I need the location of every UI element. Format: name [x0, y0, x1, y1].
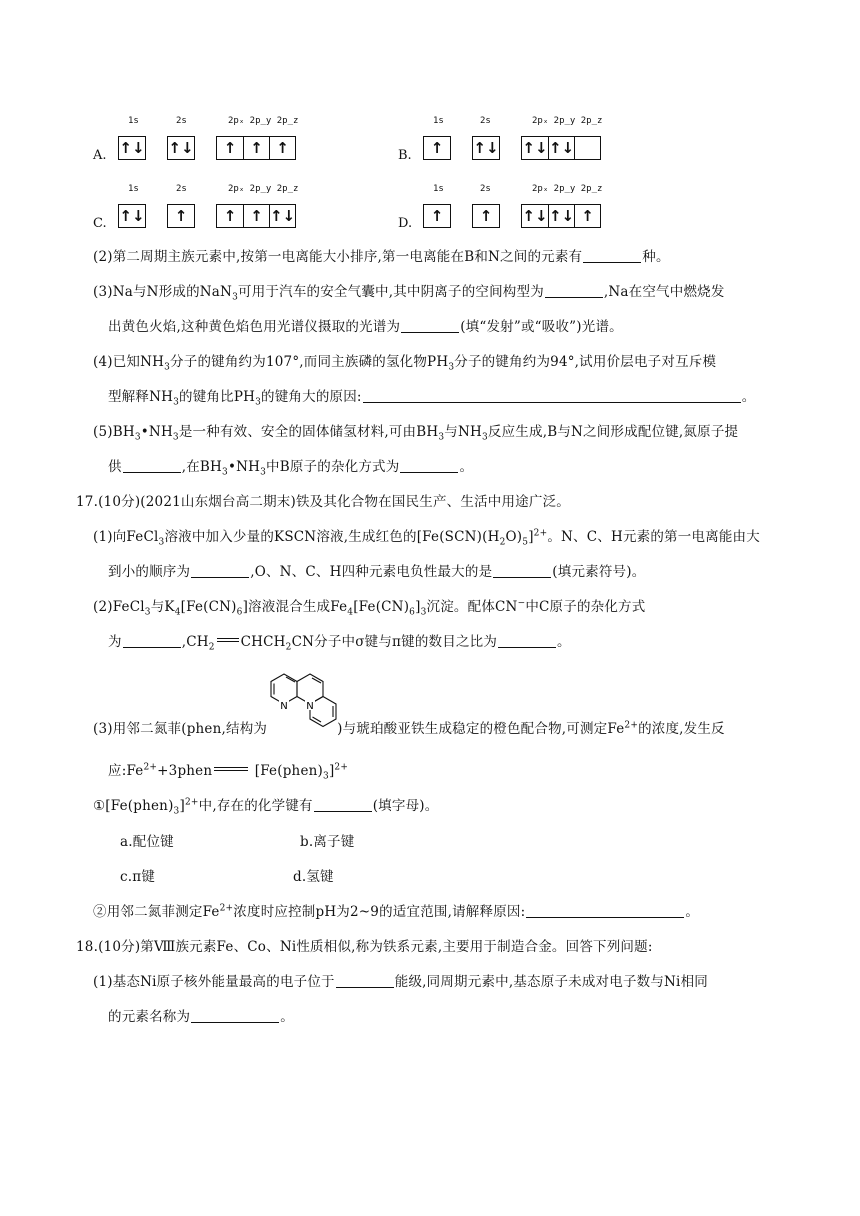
- answer-blank[interactable]: [123, 458, 181, 473]
- q16-part4-line1: (4)已知$NH_3$分子的键角约为107°,而同主族磷的氢化物$PH_3$分子的键角约为94°,试用价层电子对互斥模: [93, 354, 717, 373]
- option-c-1s-box: ↑↓: [118, 204, 146, 228]
- option-a-1s-box: ↑↓: [118, 136, 146, 160]
- q16-part4-line2: 型解释$NH_3$的键角比$PH_3$的键角大的原因: 。: [108, 389, 756, 408]
- option-b-label: B.: [398, 148, 412, 163]
- header-2s: 2s: [176, 184, 187, 194]
- double-bond-icon: [217, 638, 239, 642]
- answer-blank[interactable]: [526, 903, 684, 918]
- header-1s: 1s: [128, 116, 139, 126]
- answer-blank[interactable]: [545, 283, 603, 298]
- header-2s: 2s: [176, 116, 187, 126]
- q17-part1-line2: 到小的顺序为 ,O、N、C、H四种元素电负性最大的是 (填元素符号)。: [108, 564, 646, 580]
- q16-part5-line2: 供 ,在$BH_3•NH_3$中B原子的杂化方式为 。: [108, 459, 474, 478]
- answer-blank[interactable]: [401, 318, 459, 333]
- q17-title: 17.(10分)(2021山东烟台高二期末)铁及其化合物在国民生产、生活中用途广泛。: [76, 494, 570, 510]
- answer-blank[interactable]: [191, 563, 249, 578]
- answer-blank[interactable]: [493, 563, 551, 578]
- option-d-label: D.: [398, 216, 413, 231]
- option-c-2s-box: ↑: [167, 204, 195, 228]
- header-2s: 2s: [480, 184, 491, 194]
- equals-sign-icon: [214, 767, 248, 771]
- q16-part5-line1: $(5)BH_3•NH_3$是一种有效、安全的固体储氢材料,可由$BH_3$与$NH_3$反应生成,B与N之间形成配位键,氮原子提: [93, 424, 739, 443]
- answer-blank[interactable]: [498, 633, 556, 648]
- choice-a: a.配位键: [120, 834, 174, 850]
- option-b-2p-box: ↑↓ ↑↓: [521, 136, 601, 160]
- q17-part3-line2: 应$:Fe^{2+}+3phen$ $[Fe(phen)_3]^{2+}$: [108, 762, 349, 782]
- answer-blank[interactable]: [191, 1008, 279, 1023]
- q16-part3-line2: 出黄色火焰,这种黄色焰色用光谱仪摄取的光谱为 (填“发射”或“吸收”)光谱。: [108, 319, 623, 335]
- answer-blank[interactable]: [583, 248, 641, 263]
- answer-blank[interactable]: [123, 633, 181, 648]
- choice-c: c.π键: [120, 869, 156, 885]
- q17-part3-line1: (3)用邻二氮菲(phen,结构为 )与琥珀酸亚铁生成稳定的橙色配合物,可测定$Fe^{2+}$的浓度,发生反: [93, 720, 725, 737]
- q17-sub2: ②用邻二氮菲测定$Fe^{2+}$浓度时应控制pH为2~9的适宜范围,请解释原因: 。: [93, 903, 700, 920]
- q18-title: 18.(10分)第Ⅷ族元素Fe、Co、Ni性质相似,称为铁系元素,主要用于制造合金。回答下列问题:: [76, 939, 653, 955]
- choice-d: d.氢键: [293, 869, 334, 885]
- q17-sub1: $①[Fe(phen)_3]^{2+}$中,存在的化学键有 (填字母)。: [93, 797, 439, 817]
- option-b-2s-box: ↑↓: [472, 136, 500, 160]
- option-d-1s-box: ↑: [423, 204, 451, 228]
- answer-blank[interactable]: [336, 973, 394, 988]
- q16-part3-line1: (3)Na与N形成的NaN$_3$可用于汽车的安全气囊中,其中阴离子的空间构型为 ,Na在空气中燃烧发: [93, 284, 725, 303]
- q17-part2-line2: 为 $,CH_2$ $CHCH_2CN$分子中σ键与π键的数目之比为 。: [108, 634, 571, 653]
- answer-blank[interactable]: [400, 458, 458, 473]
- answer-blank[interactable]: [314, 797, 372, 812]
- svg-text:N: N: [306, 701, 314, 712]
- option-d-2p-box: ↑↓ ↑↓ ↑: [521, 204, 601, 228]
- option-d-2s-box: ↑: [472, 204, 500, 228]
- option-a-2s-box: ↑↓: [167, 136, 195, 160]
- q18-part1-line2: 的元素名称为 。: [108, 1009, 294, 1025]
- answer-blank[interactable]: [363, 388, 741, 403]
- q17-part2-line1: (2)FeCl$_3$与$K_4[Fe(CN)_6]$溶液混合生成$Fe_4[Fe(CN)_6]_3$沉淀。配体CN−中C原子的杂化方式: [93, 598, 646, 618]
- svg-text:N: N: [280, 701, 288, 712]
- option-a-2p-box: ↑ ↑ ↑: [216, 136, 296, 160]
- header-2p: 2pₓ 2p_y 2p_z: [532, 116, 603, 126]
- header-2p: 2pₓ 2p_y 2p_z: [532, 184, 603, 194]
- header-2p: 2pₓ 2p_y 2p_z: [228, 184, 299, 194]
- q16-part2: (2)第二周期主族元素中,按第一电离能大小排序,第一电离能在B和N之间的元素有 种。: [93, 249, 670, 265]
- option-c-2p-box: ↑ ↑ ↑↓: [216, 204, 296, 228]
- choice-b: b.离子键: [300, 834, 355, 850]
- q17-part1-line1: (1)向FeCl$_3$溶液中加入少量的KSCN溶液,生成红色的$[Fe(SCN)(H_2O)_5]^{2+}$。N、C、H元素的第一电离能由大: [93, 528, 760, 548]
- option-b-1s-box: ↑: [423, 136, 451, 160]
- option-c-label: C.: [93, 216, 107, 231]
- header-1s: 1s: [128, 184, 139, 194]
- header-2s: 2s: [480, 116, 491, 126]
- header-1s: 1s: [433, 184, 444, 194]
- header-1s: 1s: [433, 116, 444, 126]
- q18-part1-line1: (1)基态Ni原子核外能量最高的电子位于 能级,同周期元素中,基态原子未成对电子数与Ni相同: [93, 974, 708, 990]
- option-a-label: A.: [93, 148, 107, 163]
- header-2p: 2pₓ 2p_y 2p_z: [228, 116, 299, 126]
